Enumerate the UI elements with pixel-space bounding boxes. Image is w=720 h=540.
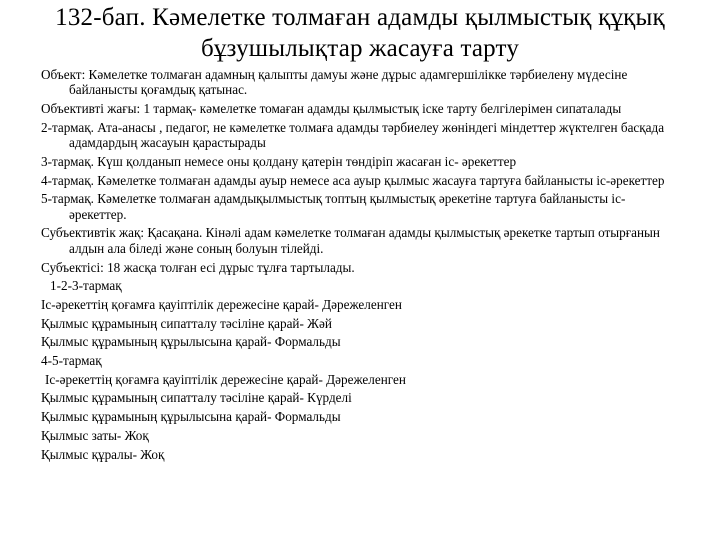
subject-paragraph: Субъектісі: 18 жасқа толған есі дұрыс тұлға тартылады. — [41, 259, 355, 275]
clause-2-paragraph: 2-тармақ. Ата-анасы , педагог, не кәмелетке толмаға адамды тәрбиелеу жөніндегі міндеттер жүктелген басқада адамдардың жасауын қарастырады — [41, 119, 665, 151]
list-item: Іс-әрекеттің қоғамға қауіптілік дережесіне қарай- Дәрежеленген — [41, 296, 402, 312]
list-item: Іс-әрекеттің қоғамға қауіптілік дережесіне қарай- Дәрежеленген — [45, 371, 406, 387]
clauses-1-2-3-heading: 1-2-3-тармақ — [50, 278, 122, 294]
clause-3-paragraph: 3-тармақ. Күш қолданып немесе оны қолдану қатерін төндіріп жасаған іс- әрекеттер — [41, 153, 517, 169]
list-item: Қылмыс құрамының сипатталу тәсіліне қарай- Күрделі — [41, 390, 352, 406]
clause-4-paragraph: 4-тармақ. Кәмелетке толмаған адамды ауыр немесе аса ауыр қылмыс жасауға тартуға байланысты іс-әрекеттер — [41, 172, 665, 188]
slide-title — [40, 2, 680, 64]
title-line-1: 132-бап. Кәмелетке толмаған адамды қылмыстық құқық — [55, 4, 665, 31]
object-paragraph: Объект: Кәмелетке толмаған адамның қалыпты дамуы және дұрыс адамгершілікке тәрбиелену мүдесіне байланысты қоғамдық қатынас. — [41, 67, 628, 98]
list-item: Қылмыс заты- Жоқ — [41, 427, 149, 443]
slide-body — [41, 67, 681, 465]
objective-side-paragraph: Объективті жағы: 1 тармақ- кәмелетке томаған адамды қылмыстық іске тарту белгілерімен сипаталады — [41, 101, 622, 117]
list-item: Қылмыс құрамының құрылысына қарай- Формальды — [41, 409, 341, 425]
clauses-4-5-heading: 4-5-тармақ — [41, 353, 102, 369]
title-line-2: бұзушылықтар жасауға тарту — [200, 35, 520, 62]
list-item: Қылмыс құралы- Жоқ — [41, 446, 165, 462]
subjective-side-paragraph: Субъективтік жақ: Қасақана. Кінәлі адам кәмелетке толмаған адамды қылмыстық әрекетке тартып отырғанын алдын ала біледі және соның болуын тілейді. — [41, 225, 660, 256]
list-item: Қылмыс құрамының құрылысына қарай- Формальды — [41, 334, 341, 350]
clause-5-paragraph: 5-тармақ. Кәмелетке толмаған адамдықылмыстық топтың қылмыстық әрекетіне тартуға байланысты іс-әрекеттер. — [41, 191, 626, 222]
list-item: Қылмыс құрамының сипатталу тәсіліне қарай- Жәй — [41, 315, 332, 331]
